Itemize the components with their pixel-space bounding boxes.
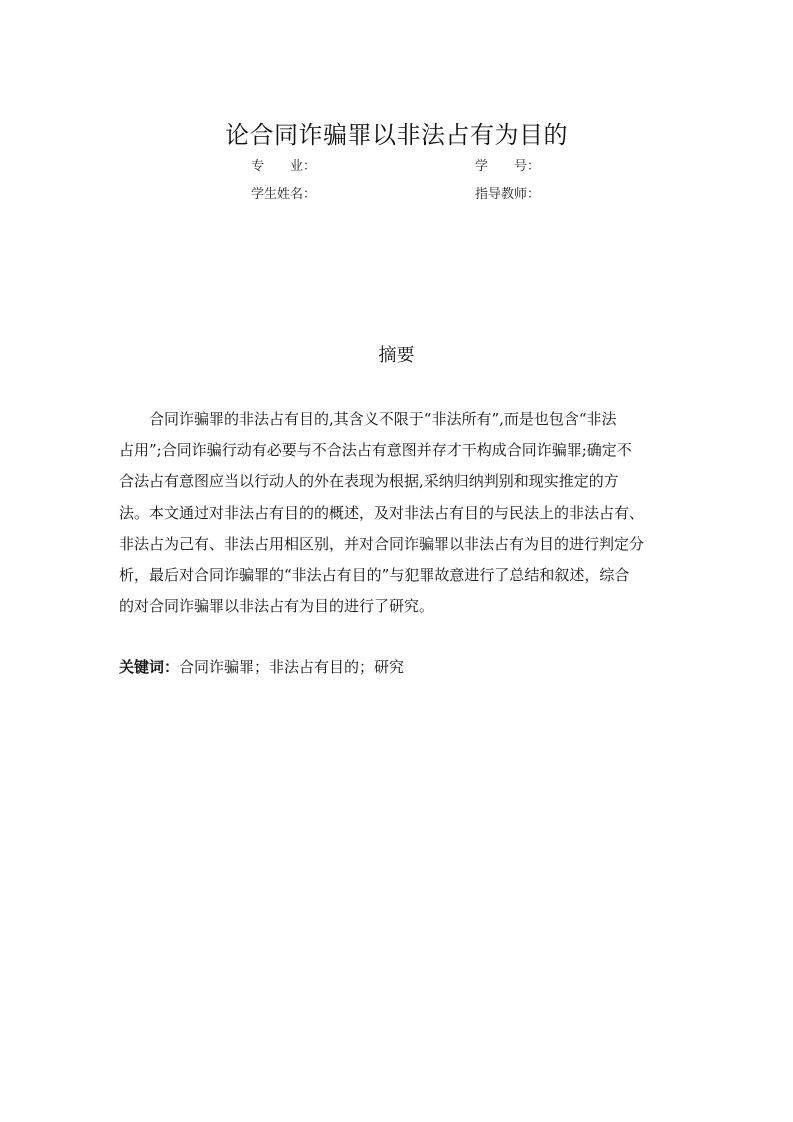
keywords-text: 合同诈骗罪；非法占有目的；研究 — [179, 658, 405, 676]
abstract-line: 占用”;合同诈骗行动有必要与不合法占有意图并存才干构成合同诈骗罪;确定不 — [119, 441, 632, 460]
abstract-line: 析，最后对合同诈骗罪的“非法占有目的”与犯罪故意进行了总结和叙述，综合 — [119, 566, 630, 585]
document-title: 论合同诈骗罪以非法占有为目的 — [225, 121, 568, 149]
abstract-heading: 摘要 — [378, 345, 415, 366]
abstract-line: 法。本文通过对非法占有目的的概述，及对非法占有目的与民法上的非法占有、 — [119, 503, 645, 522]
abstract-line: 合同诈骗罪的非法占有目的,其含义不限于“非法所有”,而是也包含“非法 — [149, 410, 617, 428]
student-name-label: 学生姓名： — [251, 187, 317, 202]
student-number-label: 学 号： — [475, 159, 541, 174]
abstract-body — [119, 404, 677, 622]
abstract-line: 的对合同诈骗罪以非法占有为目的进行了研究。 — [119, 597, 435, 616]
meta-row-name — [0, 184, 793, 206]
meta-row-major — [0, 156, 793, 178]
keywords-label: 关键词： — [119, 658, 180, 676]
abstract-line: 非法占为己有、非法占用相区别，并对合同诈骗罪以非法占有为目的进行判定分 — [119, 534, 645, 553]
advisor-label: 指导教师： — [475, 187, 541, 202]
abstract-line: 合法占有意图应当以行动人的外在表现为根据,采纳归纳判别和现实推定的方 — [119, 472, 619, 491]
major-label: 专 业： — [251, 159, 317, 174]
keywords-line — [119, 654, 677, 680]
